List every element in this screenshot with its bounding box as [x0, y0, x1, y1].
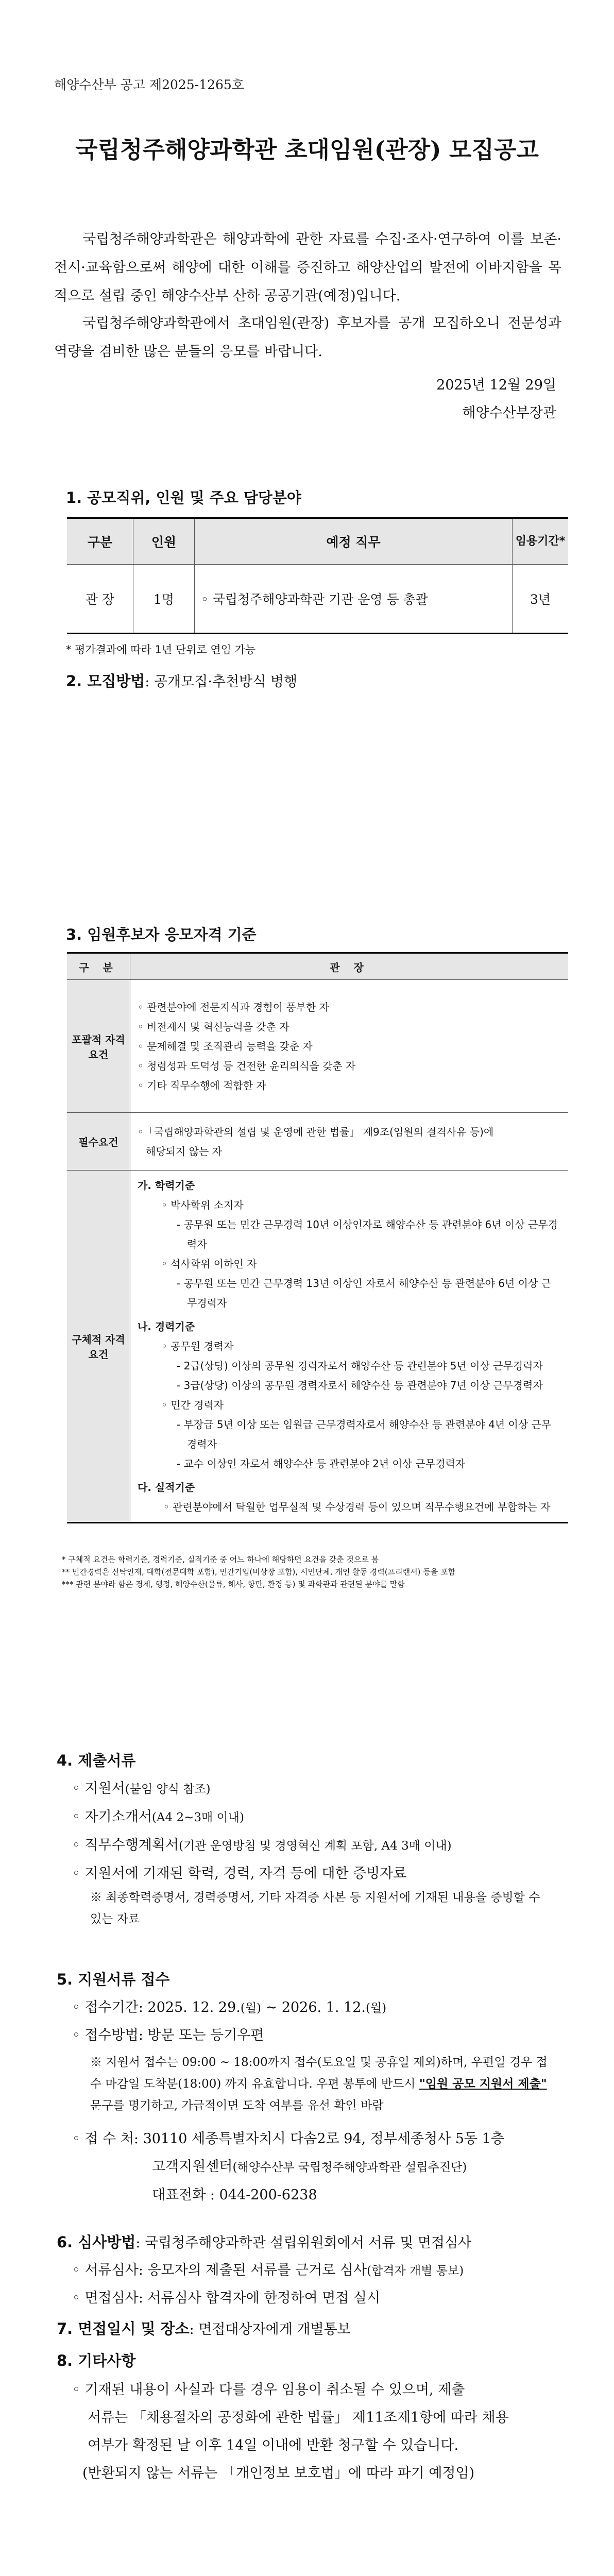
section-2-text: : 공개모집·추천방식 병행 [145, 674, 298, 690]
general-requirements-label: 포괄적 자격 요건 [67, 980, 130, 1113]
criteria-heading: 나. 경력기준 [138, 1320, 195, 1333]
submission-note: ※ 지원서 접수는 09:00 ~ 18:00까지 접수(토요일 및 공휴일 제외)하며, 우편일 경우 접수 마감일 도착분(18:00) 까지 유효합니다. 우편 봉투에 반드시 "임원 공모 지원서 제출" 문구를 명기하고, 가급적이면 도착 여부를 유선 확인 바람 [90, 2056, 548, 2112]
section-5-title: 5. 지원서류 접수 [57, 1971, 170, 1988]
term-footnote: * 평가결과에 따라 1년 단위로 연임 가능 [66, 643, 256, 656]
list-item: ◦ 박사학위 소지자 [161, 1199, 244, 1211]
issuer: 해양수산부장관 [462, 405, 556, 421]
list-item: - 3급(상당) 이상의 공무원 경력자로서 해양수산 등 관련분야 7년 이상 근무경력자 [177, 1379, 543, 1392]
interview-review: ◦ 면접심사: 서류심사 합격자에 한정하여 면접 실시 [72, 2290, 381, 2306]
notice-number: 해양수산부 공고 제2025-1265호 [54, 77, 244, 92]
list-item: ◦ 공무원 경력자 [161, 1340, 234, 1352]
list-item: - 2급(상당) 이상의 공무원 경력자로서 해양수산 등 관련분야 5년 이상 근무경력자 [177, 1360, 543, 1372]
announcement-date: 2025년 12월 29일 [436, 377, 556, 393]
header-cell: 구분 [67, 518, 133, 565]
list-item: ◦ 자기소개서(A4 2~3매 이내) [72, 1809, 244, 1825]
qualification-table [67, 952, 568, 1523]
submission-period: ◦ 접수기간: 2025. 12. 29.(월) ~ 2026. 1. 12.(월) [72, 1999, 387, 2015]
list-item: - 부장급 5년 이상 또는 임원급 근무경력자로서 해양수산 등 관련분야 4년 이상 근무경력자 [177, 1418, 552, 1450]
list-item: - 공무원 또는 민간 근무경력 10년 이상인자로 해양수산 등 관련분야 6년 이상 근무경력자 [177, 1218, 558, 1250]
section-7: 7. 면접일시 및 장소: 면접대상자에게 개별통보 [57, 2320, 351, 2337]
submission-emphasis: "임원 공모 지원서 제출" [419, 2077, 547, 2091]
table-row [67, 1113, 568, 1171]
header-cell: 임용기간* [513, 518, 569, 565]
table-row [67, 565, 568, 634]
position-table [67, 517, 568, 634]
list-item: ◦ 비전제시 및 혁신능력을 갖춘 자 [138, 1020, 289, 1033]
list-item: ◦ 문제해결 및 조직관리 능력을 갖춘 자 [138, 1040, 313, 1053]
required-label: 필수요건 [67, 1113, 130, 1171]
section-1-title: 1. 공모직위, 인원 및 주요 담당분야 [66, 489, 301, 506]
criteria-heading: 가. 학력기준 [138, 1179, 195, 1192]
submission-method: ◦ 접수방법: 방문 또는 등기우편 [72, 2027, 264, 2043]
list-item: ◦ 기타 직무수행에 적합한 자 [138, 1079, 266, 1092]
criteria-heading: 다. 실적기준 [138, 1481, 195, 1494]
list-item: ◦ 청렴성과 도덕성 등 건전한 윤리의식을 갖춘 자 [138, 1059, 356, 1072]
table-cell: 관 장 [67, 565, 133, 634]
table-header-row [67, 518, 568, 565]
section-2 [66, 670, 297, 691]
table-cell: ◦ 국립청주해양과학관 기관 운영 등 총괄 [195, 565, 513, 634]
section-6: 6. 심사방법: 국립청주해양과학관 설립위원회에서 서류 및 면접심사 [57, 2233, 472, 2251]
list-item: - 공무원 또는 민간 근무경력 13년 이상인 자로서 해양수산 등 관련분야 6년 이상 근무경력자 [177, 1277, 551, 1309]
list-item: 해당되지 않는 자 [146, 1145, 222, 1158]
list-item: ◦「국립해양과학관의 설립 및 운영에 관한 법률」 제9조(임원의 결격사유 등)에 [138, 1125, 494, 1138]
header-cell: 구 분 [67, 953, 130, 980]
list-item: ◦ 지원서에 기재된 학력, 경력, 자격 등에 대한 증빙자료 [72, 1866, 407, 1882]
footnote: ** 민간경력은 신탁인재, 대학(전문대학 포함), 민간기업(비상장 포함), 시민단체, 개인 활동 경력(프리랜서) 등을 포함 [62, 1567, 455, 1577]
intro-paragraph-1: 국립청주해양과학관은 해양과학에 관한 자료를 수집·조사·연구하여 이를 보존·전시·교육함으로써 해양에 대한 이해를 증진하고 해양산업의 발전에 이바지함을 목적으로 설립 중인 해양수산부 산하 공공기관(예정)입니다. [54, 231, 561, 304]
other-paragraph-1: ◦ 기재된 내용이 사실과 다를 경우 임용이 취소될 수 있으며, 제출 서류는 「채용절차의 공정화에 관한 법률」 제11조제1항에 따라 채용 여부가 확정된 날 이후 14일 이내에 반환 청구할 수 있습니다. (반환되지 않는 서류는 「개인정보 보호법」에 따라 파기 예정임) [72, 2382, 509, 2481]
list-item: ◦ 석사학위 이하인 자 [161, 1258, 257, 1270]
table-cell: 3년 [513, 565, 569, 634]
required-requirements [130, 1113, 569, 1171]
table-cell: 1명 [133, 565, 195, 634]
section-2-label: 2. 모집방법 [66, 672, 145, 690]
list-item: - 교수 이상인 자로서 해양수산 등 관련분야 2년 이상 근무경력자 [177, 1458, 466, 1470]
footnote: *** 관련 분야라 함은 경제, 행정, 해양수산(물류, 해사, 항만, 환경 등) 및 과학관과 관련된 분야를 말함 [62, 1580, 405, 1589]
document-list [62, 1775, 572, 1888]
document-review: ◦ 서류심사: 응모자의 제출된 서류를 근거로 심사(합격자 개별 통보) [72, 2262, 464, 2278]
table-header-row [67, 953, 568, 980]
header-cell: 예정 직무 [195, 518, 513, 565]
submission-address: ◦ 접 수 처: 30110 세종특별자치시 다솜2로 94, 정부세종청사 5동 1층 고객지원센터(해양수산부 국립청주해양과학관 설립추진단) 대표전화 : 044-200-6238 [62, 2125, 572, 2209]
table-row [67, 980, 568, 1113]
table-row [67, 1171, 568, 1523]
general-requirements [130, 980, 569, 1113]
list-item: ◦ 직무수행계획서(기관 운영방침 및 경영혁신 계획 포함, A4 3매 이내) [72, 1837, 452, 1853]
section-8-title: 8. 기타사항 [57, 2352, 136, 2369]
qualification-footnotes [62, 1553, 556, 1590]
footnote: * 구체적 요건은 학력기준, 경력기준, 실적기준 중 어느 하나에 해당하면 요건을 갖춘 것으로 봄 [62, 1555, 379, 1564]
list-item: ◦ 관련분야에서 탁월한 업무실적 및 수상경력 등이 있으며 직무수행요건에 부합하는 자 [163, 1501, 551, 1513]
section-3-title: 3. 임원후보자 응모자격 기준 [66, 926, 257, 943]
specific-requirements [130, 1171, 569, 1523]
section-4-title: 4. 제출서류 [57, 1752, 136, 1769]
specific-requirements-label: 구체적 자격 요건 [67, 1171, 130, 1523]
page-title: 국립청주해양과학관 초대임원(관장) 모집공고 [75, 136, 539, 163]
phone-number: 대표전화 : 044-200-6238 [152, 2187, 317, 2203]
document-note: ※ 최종학력증명서, 경력증명서, 기타 자격증 사본 등 지원서에 기재된 내용을 증빙할 수 있는 자료 [90, 1891, 540, 1926]
intro-paragraph-2: 국립청주해양과학관에서 초대임원(관장) 후보자를 공개 모집하오니 전문성과 역량을 겸비한 많은 분들의 응모를 바랍니다. [54, 315, 561, 360]
header-cell: 관 장 [130, 953, 569, 980]
header-cell: 인원 [133, 518, 195, 565]
list-item: ◦ 민간 경력자 [161, 1399, 224, 1411]
list-item: ◦ 관련분야에 전문지식과 경험이 풍부한 자 [138, 1001, 330, 1013]
list-item: ◦ 지원서(붙임 양식 참조) [72, 1781, 211, 1797]
